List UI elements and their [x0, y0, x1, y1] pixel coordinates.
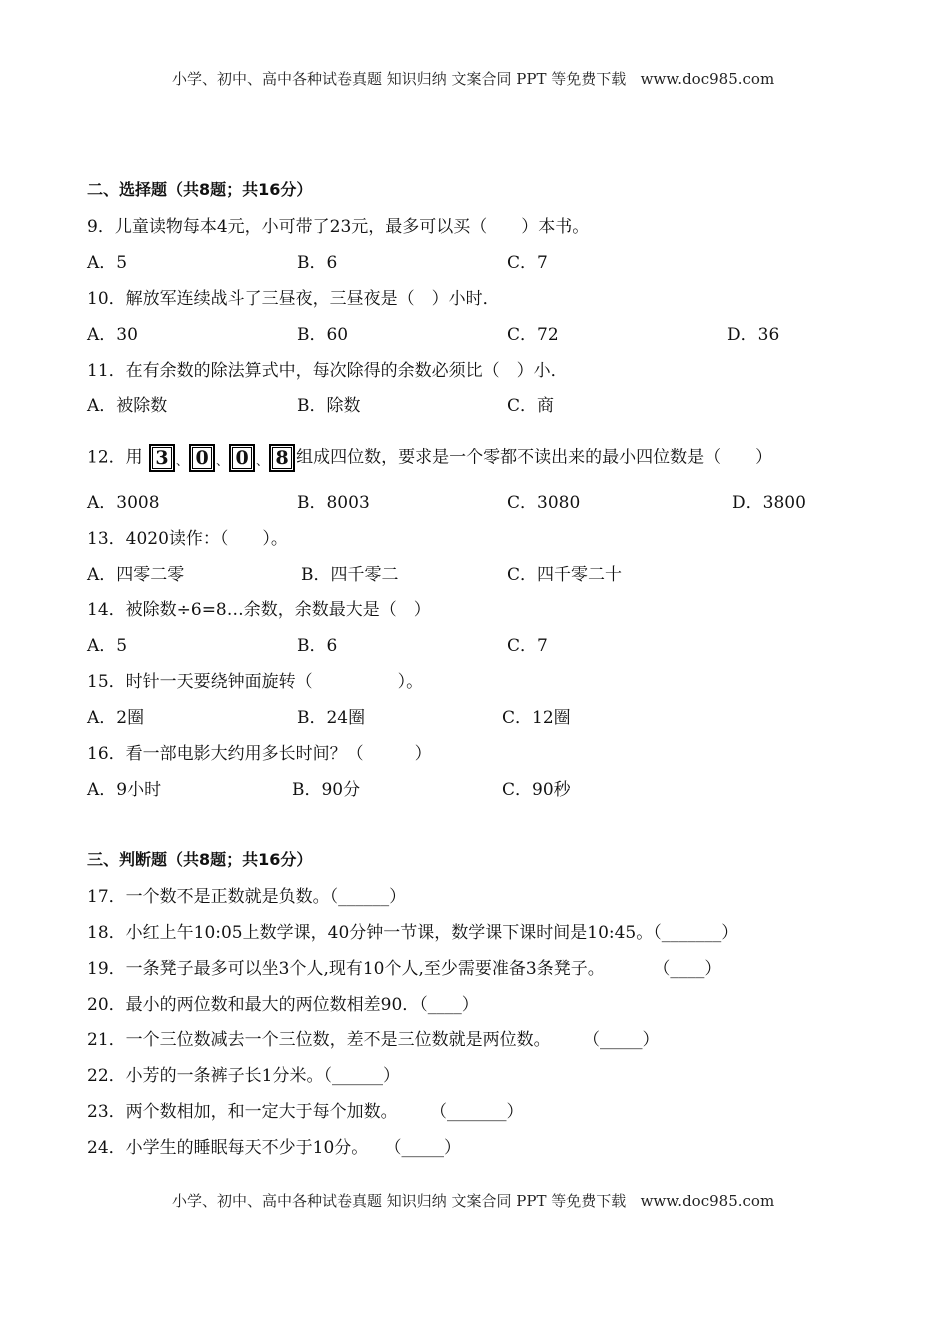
- answer-option: D．3800: [732, 493, 806, 513]
- section-2-title: 二、选择题（共8题；共16分）: [87, 180, 313, 199]
- answer-option: A．四零二零: [87, 565, 185, 585]
- answer-option: C．7: [507, 253, 548, 273]
- answer-option: C．7: [507, 636, 548, 656]
- judge-question: 24．小学生的睡眠每天不少于10分。 （_____）: [87, 1138, 461, 1158]
- judge-question: 23．两个数相加，和一定大于每个加数。 （_______）: [87, 1102, 524, 1122]
- digit-card: 8: [269, 444, 295, 472]
- answer-option: B．6: [297, 253, 338, 273]
- page-footer: 小学、初中、高中各种试卷真题 知识归纳 文案合同 PPT 等免费下载 www.doc985.com: [172, 1192, 775, 1210]
- judge-question: 20．最小的两位数和最大的两位数相差90．（____）: [87, 995, 479, 1015]
- answer-option: C．3080: [507, 493, 581, 513]
- separator: 、: [256, 454, 269, 468]
- answer-option: A．5: [87, 636, 128, 656]
- answer-option: A．2圈: [87, 708, 145, 728]
- answer-option: A．5: [87, 253, 128, 273]
- judge-question: 18．小红上午10:05上数学课，40分钟一节课，数学课下课时间是10:45。（_______）: [87, 923, 739, 943]
- answer-option: A．9小时: [87, 780, 162, 800]
- answer-option: A．3008: [87, 493, 160, 513]
- page-header: 小学、初中、高中各种试卷真题 知识归纳 文案合同 PPT 等免费下载 www.doc985.com: [172, 70, 775, 88]
- question-text: 16．看一部电影大约用多长时间？（ ）: [87, 744, 432, 764]
- judge-question: 21．一个三位数减去一个三位数，差不是三位数就是两位数。 （_____）: [87, 1030, 660, 1050]
- digit-card: 3: [149, 444, 175, 472]
- answer-option: C．四千零二十: [507, 565, 623, 585]
- digit-card: 0: [189, 444, 215, 472]
- answer-option: A．30: [87, 325, 138, 345]
- answer-option: B．90分: [292, 780, 361, 800]
- answer-option: B．6: [297, 636, 338, 656]
- answer-option: C．12圈: [502, 708, 571, 728]
- answer-option: B．60: [297, 325, 349, 345]
- question-text: 13．4020读作：（ ）。: [87, 529, 288, 549]
- answer-option: B．8003: [297, 493, 370, 513]
- judge-question: 17．一个数不是正数就是负数。（______）: [87, 887, 407, 907]
- answer-option: C．72: [507, 325, 559, 345]
- answer-option: B．四千零二: [301, 565, 399, 585]
- separator: 、: [176, 454, 189, 468]
- answer-option: B．24圈: [297, 708, 366, 728]
- question-suffix: 组成四位数，要求是一个零都不读出来的最小四位数是（ ）: [296, 447, 773, 468]
- question-text: 14．被除数÷6=8…余数，余数最大是（ ）: [87, 600, 431, 620]
- question-text: 11．在有余数的除法算式中，每次除得的余数必须比（ ）小．: [87, 361, 568, 381]
- question-prefix: 12．用: [87, 447, 149, 468]
- section-3-title: 三、判断题（共8题；共16分）: [87, 850, 313, 869]
- judge-question: 19．一条凳子最多可以坐3个人,现有10个人,至少需要准备3条凳子。 （____）: [87, 959, 722, 979]
- judge-question: 22．小芳的一条裤子长1分米。（______）: [87, 1066, 400, 1086]
- digit-card: 0: [229, 444, 255, 472]
- answer-option: D．36: [727, 325, 780, 345]
- answer-option: C．商: [507, 396, 555, 416]
- answer-option: C．90秒: [502, 780, 571, 800]
- question-text: [87, 444, 772, 472]
- separator: 、: [216, 454, 229, 468]
- question-text: 15．时针一天要绕钟面旋转（ ）。: [87, 672, 424, 692]
- question-text: 9．儿童读物每本4元，小可带了23元，最多可以买（ ）本书。: [87, 217, 590, 237]
- answer-option: B．除数: [297, 396, 361, 416]
- question-text: 10．解放军连续战斗了三昼夜，三昼夜是（ ）小时．: [87, 289, 500, 309]
- answer-option: A．被除数: [87, 396, 168, 416]
